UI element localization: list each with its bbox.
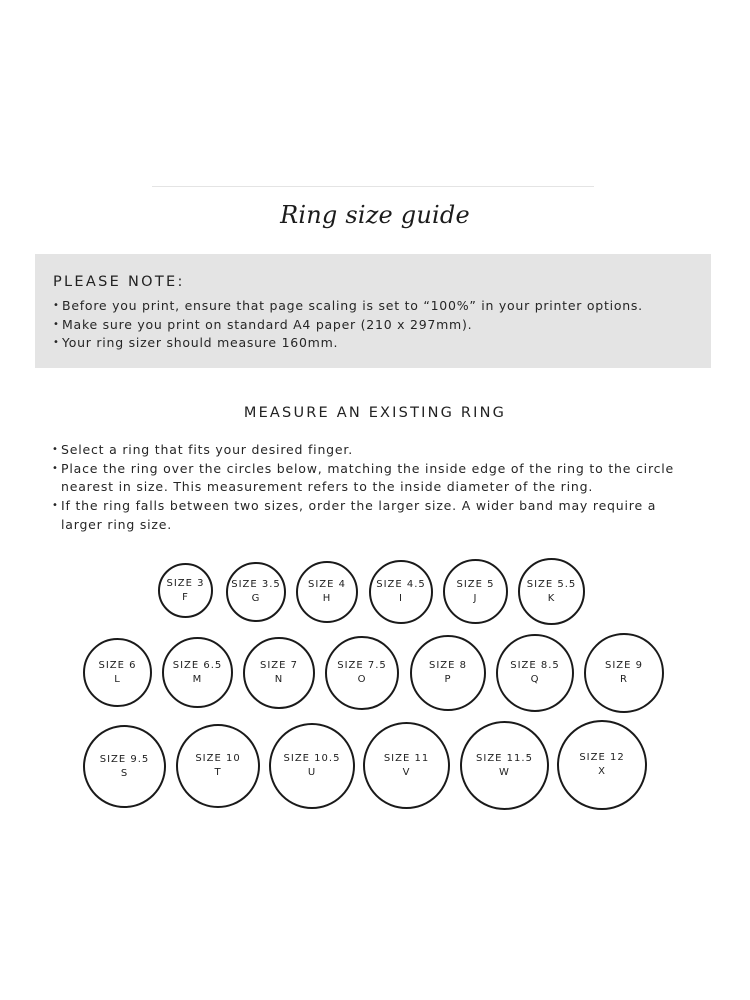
ring-letter-label: U — [307, 767, 317, 778]
ring-circle — [83, 638, 152, 707]
note-item: • Your ring sizer should measure 160mm. — [53, 334, 711, 353]
ring-circle — [363, 722, 450, 809]
ring-size-label: SIZE 8 — [428, 660, 467, 671]
ring-size-label: SIZE 5.5 — [526, 578, 577, 590]
measure-item: • Select a ring that fits your desired finger. — [52, 441, 692, 460]
ring-letter-label: M — [192, 673, 203, 685]
ring-size-label: SIZE 10.5 — [283, 753, 341, 764]
ring-letter-label: T — [214, 767, 222, 778]
ring-letter-label: O — [357, 674, 367, 685]
ring-size-label: SIZE 10 — [195, 753, 241, 764]
ring-letter-label: R — [620, 674, 628, 685]
ring-circle — [176, 724, 260, 808]
note-item: • Make sure you print on standard A4 paper (210 x 297mm). — [53, 316, 711, 335]
ring-circle — [162, 637, 233, 708]
ring-size-label: SIZE 7.5 — [337, 660, 387, 671]
ring-circle — [158, 563, 213, 618]
ring-letter-label: L — [114, 673, 121, 685]
ring-letter-label: P — [444, 674, 452, 685]
ring-circle — [369, 560, 433, 624]
note-item: • Before you print, ensure that page scaling is set to “100%” in your printer options. — [53, 297, 711, 316]
ring-size-label: SIZE 3 — [166, 577, 205, 589]
ring-letter-label: N — [274, 674, 284, 685]
ring-letter-label: S — [120, 767, 129, 779]
ring-size-label: SIZE 8.5 — [510, 660, 560, 671]
ring-circle — [410, 635, 486, 711]
measure-item: • If the ring falls between two sizes, order the larger size. A wider band may require a larger ring size. — [52, 497, 692, 534]
ring-size-label: SIZE 3.5 — [231, 579, 281, 590]
ring-circle — [443, 559, 508, 624]
ring-size-label: SIZE 9 — [604, 660, 643, 671]
ring-circle — [269, 723, 355, 809]
ring-letter-label: G — [251, 593, 261, 604]
ring-letter-label: J — [473, 592, 478, 604]
ring-letter-label: V — [402, 766, 411, 778]
ring-letter-label: W — [499, 766, 510, 778]
ring-letter-label: H — [322, 593, 332, 604]
ring-circle — [226, 562, 286, 622]
ring-size-label: SIZE 11.5 — [476, 752, 533, 764]
ring-letter-label: K — [547, 592, 556, 604]
note-heading: PLEASE NOTE: — [53, 274, 185, 290]
ring-circle — [518, 558, 585, 625]
ring-letter-label: Q — [530, 674, 540, 685]
ring-letter-label: I — [399, 593, 403, 604]
measure-item: • Place the ring over the circles below, matching the inside edge of the ring to the circle nearest in size. This measurement refers to the inside diameter of the ring. — [52, 460, 692, 497]
measure-heading: MEASURE AN EXISTING RING — [243, 405, 507, 421]
ring-size-label: SIZE 4.5 — [376, 579, 426, 590]
page-title: Ring size guide — [280, 201, 470, 229]
ring-circle — [296, 561, 358, 623]
ring-letter-label: X — [598, 766, 606, 777]
ring-circle — [557, 720, 647, 810]
ring-size-label: SIZE 9.5 — [99, 753, 150, 765]
ring-letter-label: F — [182, 591, 189, 603]
ring-circle — [243, 637, 315, 709]
ring-circle — [83, 725, 166, 808]
ring-circle — [325, 636, 399, 710]
ring-circle — [460, 721, 549, 810]
ring-size-label: SIZE 12 — [579, 752, 625, 763]
ring-size-label: SIZE 6.5 — [172, 659, 223, 671]
ring-size-label: SIZE 7 — [259, 660, 298, 671]
ring-size-label: SIZE 5 — [456, 578, 495, 590]
ring-circle — [496, 634, 574, 712]
ring-size-label: SIZE 4 — [307, 579, 346, 590]
ring-size-label: SIZE 6 — [98, 659, 137, 671]
ring-circle — [584, 633, 664, 713]
ring-size-label: SIZE 11 — [383, 752, 430, 764]
